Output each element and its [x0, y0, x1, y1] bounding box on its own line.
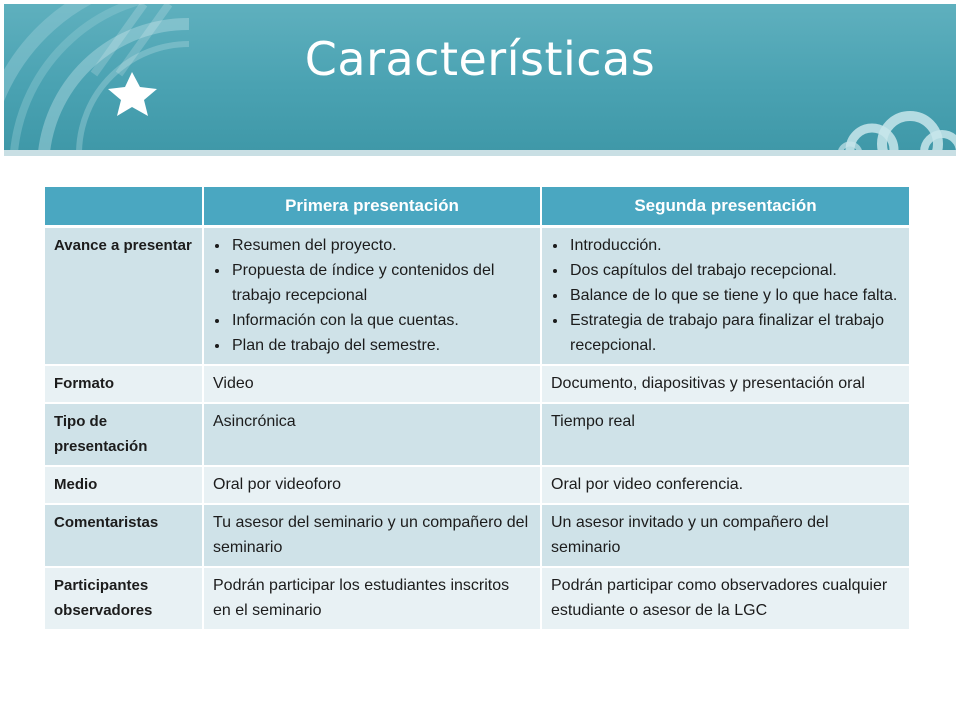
table-row [45, 365, 909, 403]
page-title: Características [304, 32, 656, 86]
table-cell: Tu asesor del seminario y un compañero del seminario [203, 504, 541, 567]
title-banner [4, 4, 956, 152]
table-cell: Oral por videoforo [203, 466, 541, 504]
list-item: • Resumen del proyecto. [230, 233, 530, 258]
header-primera: Primera presentación [203, 187, 541, 227]
bullet-list [551, 233, 899, 358]
header-empty [45, 187, 203, 227]
list-item: • Estrategia de trabajo para finalizar el trabajo recepcional. [568, 308, 899, 358]
table-row [45, 227, 909, 366]
banner-edge [4, 150, 956, 156]
row-label: Comentaristas [45, 504, 203, 567]
table-cell: Video [203, 365, 541, 403]
row-label: Formato [45, 365, 203, 403]
header-segunda: Segunda presentación [541, 187, 909, 227]
table-cell [203, 227, 541, 366]
comparison-table [45, 187, 909, 631]
table-cell: Asincrónica [203, 403, 541, 466]
table-row [45, 504, 909, 567]
list-item: • Dos capítulos del trabajo recepcional. [568, 258, 899, 283]
table-cell: Un asesor invitado y un compañero del seminario [541, 504, 909, 567]
list-item: • Plan de trabajo del semestre. [230, 333, 530, 358]
table-header-row [45, 187, 909, 227]
row-label: Avance a presentar [45, 227, 203, 366]
table-row [45, 403, 909, 466]
table-cell: Podrán participar como observadores cualquier estudiante o asesor de la LGC [541, 567, 909, 630]
list-item: • Información con la que cuentas. [230, 308, 530, 333]
table-cell [541, 227, 909, 366]
table-cell: Podrán participar los estudiantes inscritos en el seminario [203, 567, 541, 630]
row-label: Medio [45, 466, 203, 504]
list-item: • Balance de lo que se tiene y lo que hace falta. [568, 283, 899, 308]
circles-decoration [840, 116, 956, 152]
table-row [45, 466, 909, 504]
table-cell: Oral por video conferencia. [541, 466, 909, 504]
list-item: • Introducción. [568, 233, 899, 258]
row-label: Tipo de presentación [45, 403, 203, 466]
bullet-list [213, 233, 530, 358]
row-label: Participantes observadores [45, 567, 203, 630]
table-cell: Tiempo real [541, 403, 909, 466]
table-row [45, 567, 909, 630]
table-cell: Documento, diapositivas y presentación oral [541, 365, 909, 403]
list-item: • Propuesta de índice y contenidos del trabajo recepcional [230, 258, 530, 308]
